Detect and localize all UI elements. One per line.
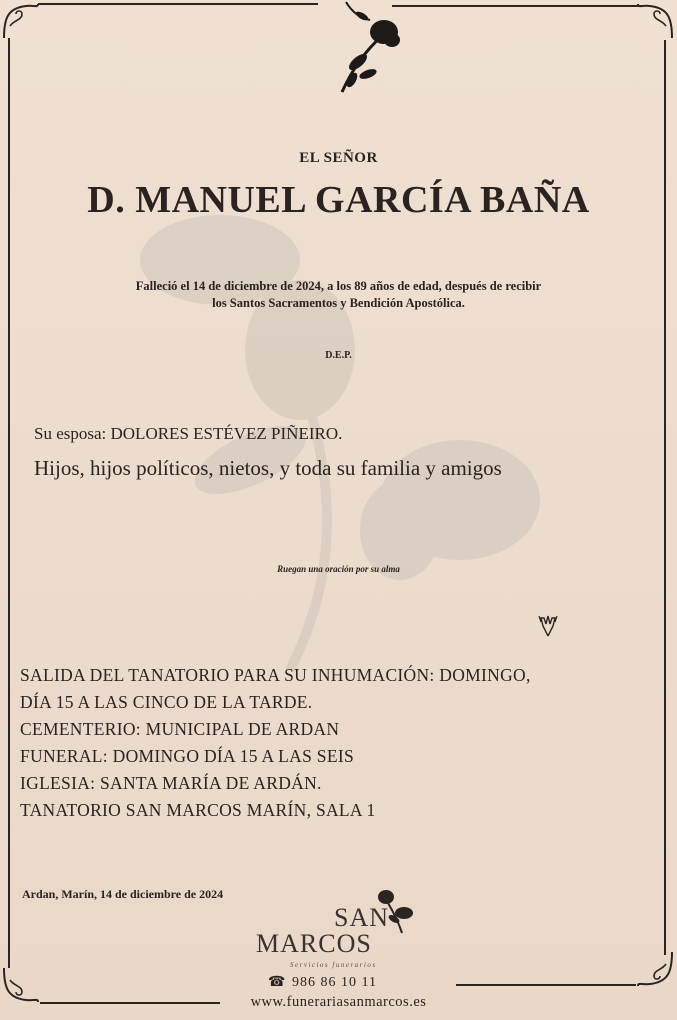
- death-line-2: los Santos Sacramentos y Bendición Apostólica.: [212, 296, 465, 310]
- website-link[interactable]: www.funerariasanmarcos.es: [250, 994, 427, 1010]
- praying-hands-icon: [535, 612, 561, 638]
- honorific: EL SEÑOR: [299, 150, 378, 166]
- frame-bottom-right: [456, 984, 636, 986]
- death-announcement: [0, 278, 677, 312]
- phone-line: [268, 974, 377, 991]
- logo-san: SAN: [334, 903, 390, 932]
- detail-line: DÍA 15 A LAS CINCO DE LA TARDE.: [20, 692, 313, 712]
- detail-line: FUNERAL: DOMINGO DÍA 15 A LAS SEIS: [20, 746, 354, 766]
- frame-top-right: [392, 5, 642, 7]
- death-line-1: Falleció el 14 de diciembre de 2024, a los 89 años de edad, después de recibir: [135, 279, 542, 293]
- phone-number[interactable]: 986 86 10 11: [292, 975, 377, 990]
- detail-line: SALIDA DEL TANATORIO PARA SU INHUMACIÓN: DOMINGO,: [20, 665, 531, 685]
- detail-line: TANATORIO SAN MARCOS MARÍN, SALA 1: [20, 800, 376, 820]
- funeral-details: [20, 662, 531, 824]
- corner-ornament-bottom-right: [636, 950, 676, 990]
- family-line: Hijos, hijos políticos, nietos, y toda su familia y amigos: [34, 456, 502, 480]
- detail-line: IGLESIA: SANTA MARÍA DE ARDÁN.: [20, 773, 322, 793]
- spouse-name: DOLORES ESTÉVEZ PIÑEIRO.: [110, 424, 343, 443]
- date-place: Ardan, Marín, 14 de diciembre de 2024: [22, 887, 224, 901]
- detail-line: CEMENTERIO: MUNICIPAL DE ARDAN: [20, 719, 340, 739]
- telephone-icon: ☎: [268, 975, 287, 990]
- deceased-name: D. MANUEL GARCÍA BAÑA: [87, 179, 590, 221]
- corner-ornament-top-left: [0, 0, 40, 40]
- frame-top-left: [38, 3, 318, 5]
- spouse-label: Su esposa:: [34, 424, 107, 443]
- funeral-home-logo: [250, 885, 430, 975]
- logo-subtitle: Servicios funerarios: [290, 961, 377, 969]
- rose-icon: [330, 0, 410, 96]
- spouse-line: [34, 424, 342, 444]
- corner-ornament-top-right: [636, 0, 676, 40]
- dep: D.E.P.: [325, 350, 352, 361]
- prayer-line: Ruegan una oración por su alma: [277, 564, 400, 574]
- logo-marcos: MARCOS: [256, 929, 372, 958]
